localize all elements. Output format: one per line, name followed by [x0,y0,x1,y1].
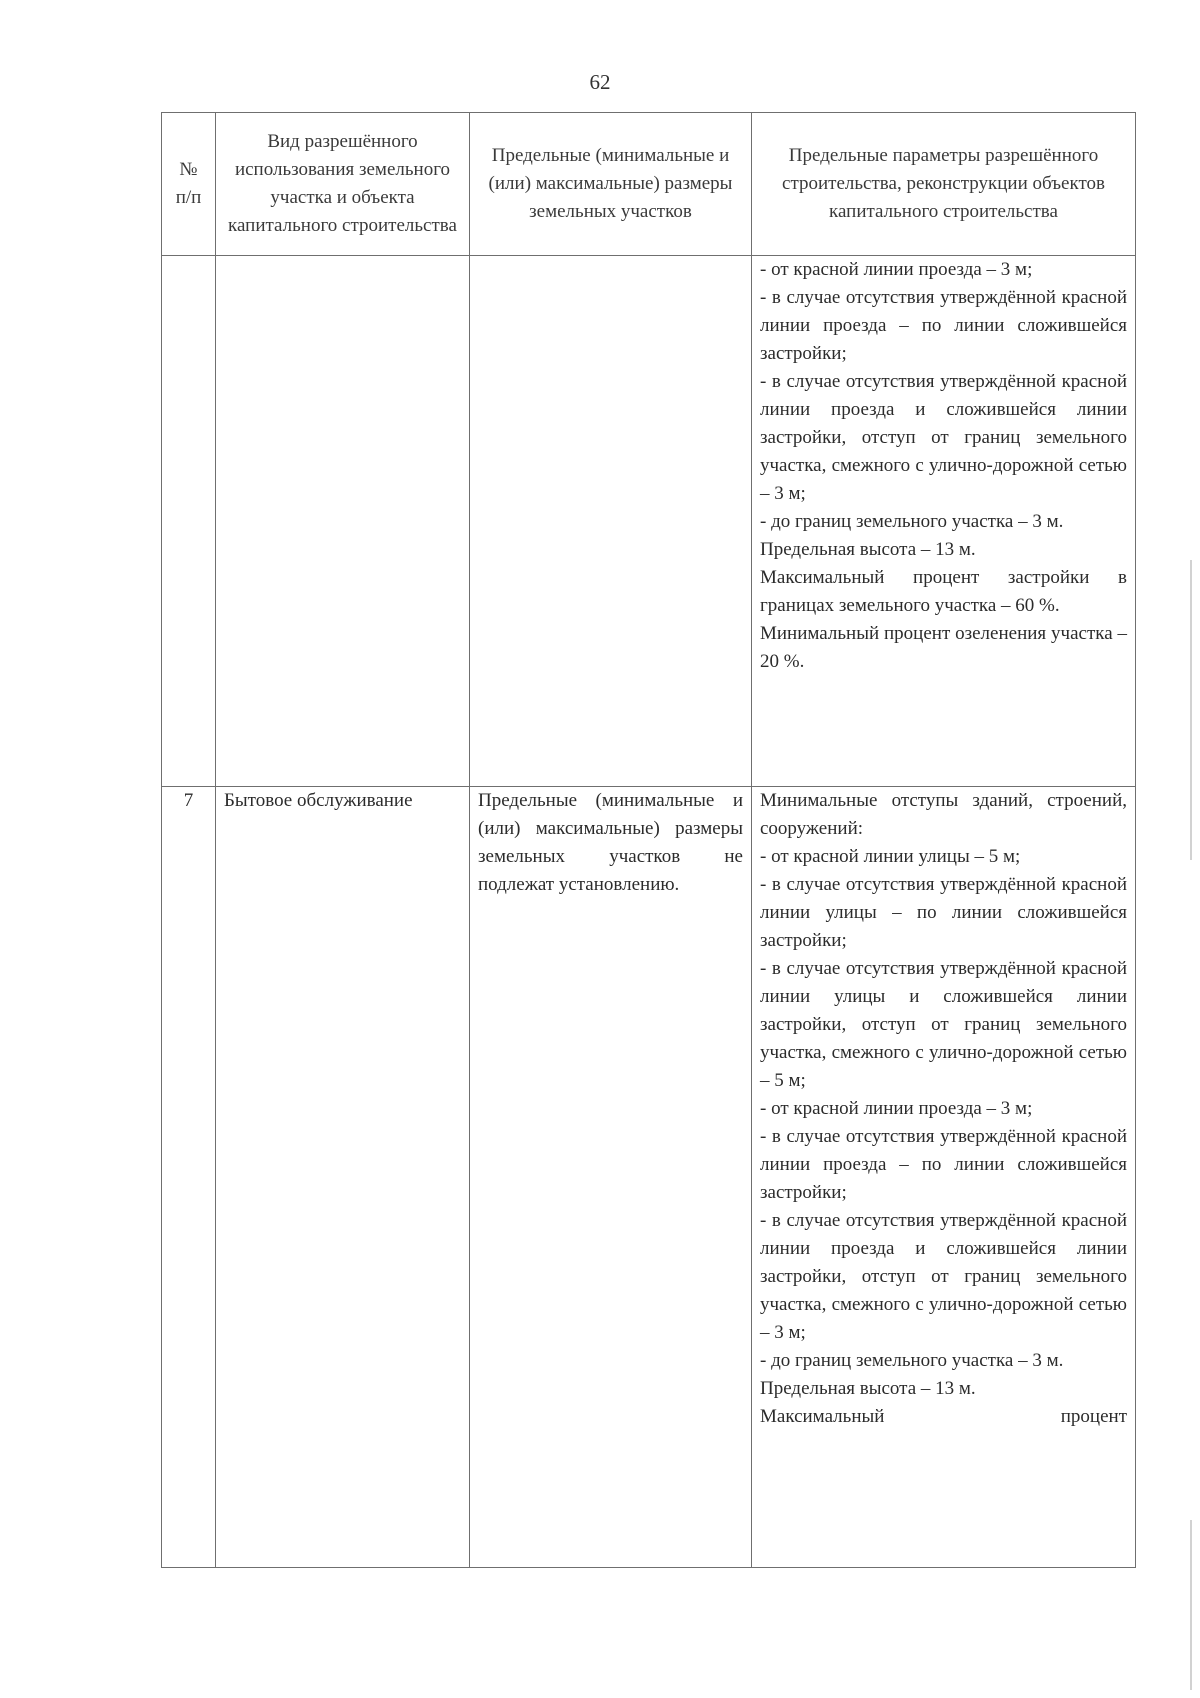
table-row-7 [162,787,1136,1568]
row-parameters [752,787,1136,1568]
row-parameters [752,256,1136,787]
scan-margin-line [1190,560,1192,860]
header-use-type: Вид разрешённого использования земельного участка и объекта капитального строительства [216,113,470,256]
parameter-line: - от красной линии проезда – 3 м; [760,259,1033,280]
parameter-line: - в случае отсутствия утверждённой красной линии проезда – по линии сложившейся застройки; [760,1126,1127,1203]
header-parameters: Предельные параметры разрешённого строительства, реконструкции объектов капитального строительства [752,113,1136,256]
parameter-line: Максимальный процент [760,1406,1127,1427]
row-number: 7 [162,787,216,1568]
row-number [162,256,216,787]
parameter-line: Минимальный процент озеленения участка – 20 %. [760,623,1127,672]
parameter-line: - от красной линии проезда – 3 м; [760,1098,1033,1119]
parameter-line: - в случае отсутствия утверждённой красной линии улицы и сложившейся линии застройки, отступ от границ земельного участка, смежного с улично-дорожной сетью – 5 м; [760,958,1127,1091]
table-row-continuation [162,256,1136,787]
parameter-line: Максимальный процент застройки в границах земельного участка – 60 %. [760,567,1127,616]
header-number: № п/п [162,113,216,256]
parameter-line: - в случае отсутствия утверждённой красной линии проезда – по линии сложившейся застройки; [760,287,1127,364]
row-plot-sizes: Предельные (минимальные и (или) максимальные) размеры земельных участков не подлежат установлению. [470,787,752,1568]
parameter-line: - до границ земельного участка – 3 м. [760,511,1064,532]
parameter-line: - до границ земельного участка – 3 м. [760,1350,1064,1371]
parameter-line: - в случае отсутствия утверждённой красной линии проезда и сложившейся линии застройки, отступ от границ земельного участка, смежного с улично-дорожной сетью – 3 м; [760,371,1127,504]
row-use-type [216,256,470,787]
row-plot-sizes [470,256,752,787]
row-use-type: Бытовое обслуживание [216,787,470,1568]
page-number: 62 [589,70,611,94]
header-plot-sizes: Предельные (минимальные и (или) максимальные) размеры земельных участков [470,113,752,256]
parameter-line: Минимальные отступы зданий, строений, сооружений: [760,790,1127,839]
parameter-line: - в случае отсутствия утверждённой красной линии улицы – по линии сложившейся застройки; [760,874,1127,951]
parameter-line: Предельная высота – 13 м. [760,1378,976,1399]
land-use-table [161,112,1136,1568]
scan-margin-line [1190,1520,1192,1690]
parameter-line: - в случае отсутствия утверждённой красной линии проезда и сложившейся линии застройки, отступ от границ земельного участка, смежного с улично-дорожной сетью – 3 м; [760,1210,1127,1343]
parameter-line: - от красной линии улицы – 5 м; [760,846,1021,867]
parameter-line: Предельная высота – 13 м. [760,539,976,560]
table-header-row [162,113,1136,256]
